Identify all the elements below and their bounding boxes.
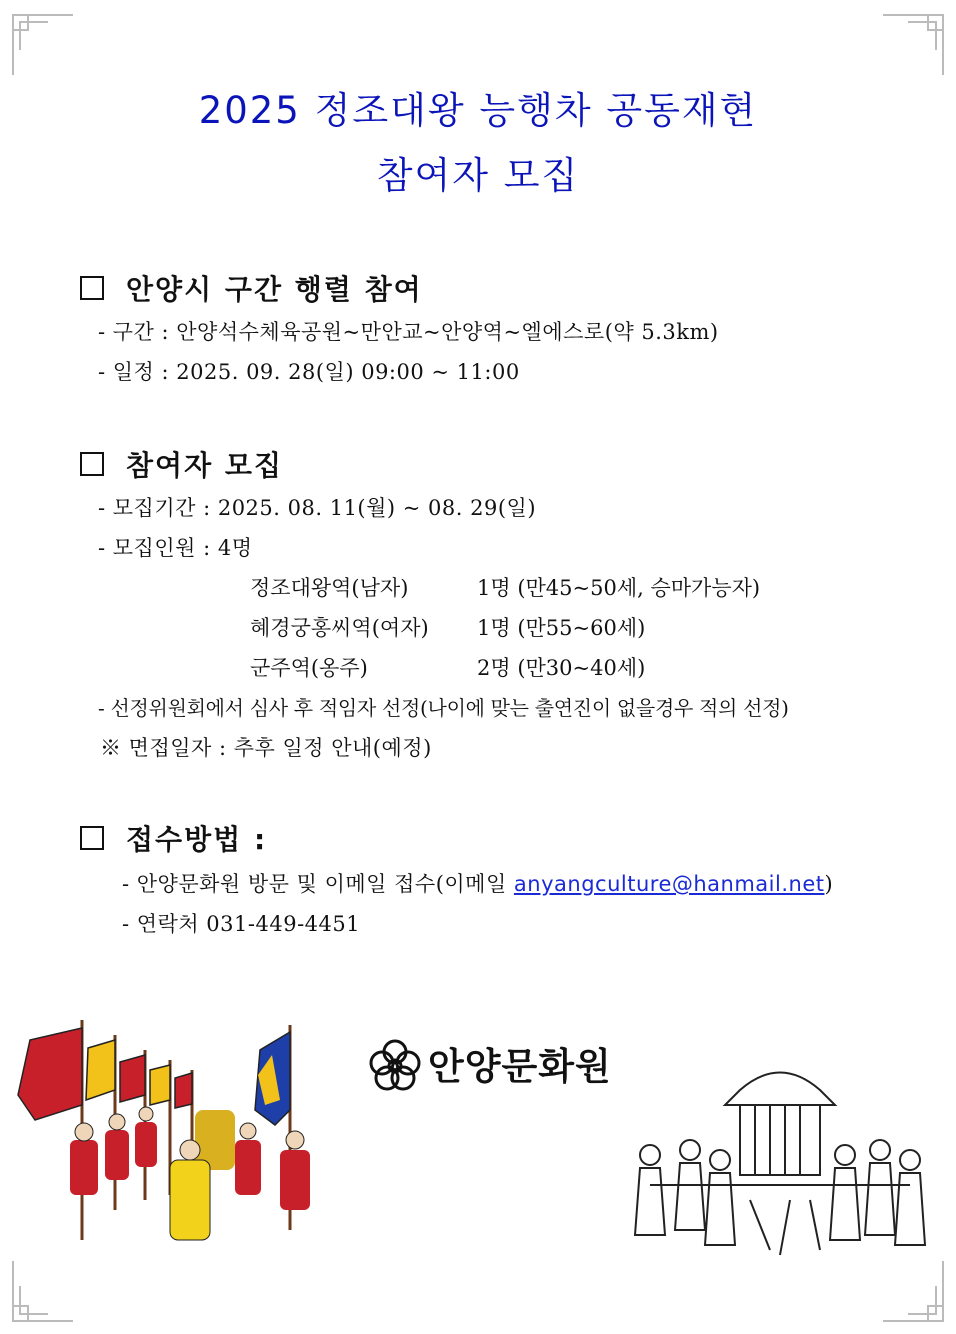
apply-method-text	[122, 868, 833, 898]
corner-ornament-bottom-left	[8, 1256, 78, 1326]
apply-method-prefix: - 안양문화원 방문 및 이메일 접수(이메일	[122, 872, 514, 896]
role-name: 혜경궁홍씨역(여자)	[250, 616, 429, 640]
section-route-heading: 안양시 구간 행렬 참여	[80, 268, 423, 308]
recruit-period-text: - 모집기간 : 2025. 08. 11(월) ~ 08. 29(일)	[98, 496, 537, 520]
schedule-text: - 일정 : 2025. 09. 28(일) 09:00 ~ 11:00	[98, 360, 520, 384]
checkbox-square-icon	[80, 826, 104, 850]
checkbox-square-icon	[80, 452, 104, 476]
page-subtitle: 참여자 모집	[376, 154, 580, 197]
checkbox-square-icon	[80, 276, 104, 300]
anyang-culture-center-logo-icon	[366, 1036, 424, 1094]
corner-ornament-top-right	[878, 10, 948, 80]
email-link[interactable]: anyangculture@hanmail.net	[513, 872, 825, 896]
role-name: 정조대왕역(남자)	[250, 576, 409, 600]
organizer-name: 안양문화원	[428, 1045, 612, 1088]
page-title: 2025 정조대왕 능행차 공동재현	[198, 89, 758, 132]
procession-illustration	[10, 1010, 350, 1260]
corner-ornament-top-left	[8, 10, 78, 80]
section-recruit-heading: 참여자 모집	[80, 444, 283, 484]
apply-method-suffix: )	[824, 872, 834, 896]
contact-text: - 연락처 031-449-4451	[122, 912, 361, 936]
role-detail: 1명 (만45~50세, 승마가능자)	[477, 576, 761, 600]
route-text: - 구간 : 안양석수체육공원~만안교~안양역~엘에스로(약 5.3km)	[98, 320, 719, 344]
interview-text: ※ 면접일자 : 추후 일정 안내(예정)	[100, 736, 432, 760]
palanquin-illustration	[620, 1050, 930, 1280]
section-apply-heading: 접수방법 :	[80, 818, 267, 858]
recruit-count-text: - 모집인원 : 4명	[98, 536, 253, 560]
marching-figures	[70, 1107, 310, 1240]
selection-text: - 선정위원회에서 심사 후 적임자 선정(나이에 맞는 출연진이 없을경우 적의 선정)	[98, 696, 789, 720]
role-name: 군주역(옹주)	[250, 656, 368, 680]
role-detail: 2명 (만30~40세)	[477, 656, 646, 680]
role-detail: 1명 (만55~60세)	[477, 616, 646, 640]
